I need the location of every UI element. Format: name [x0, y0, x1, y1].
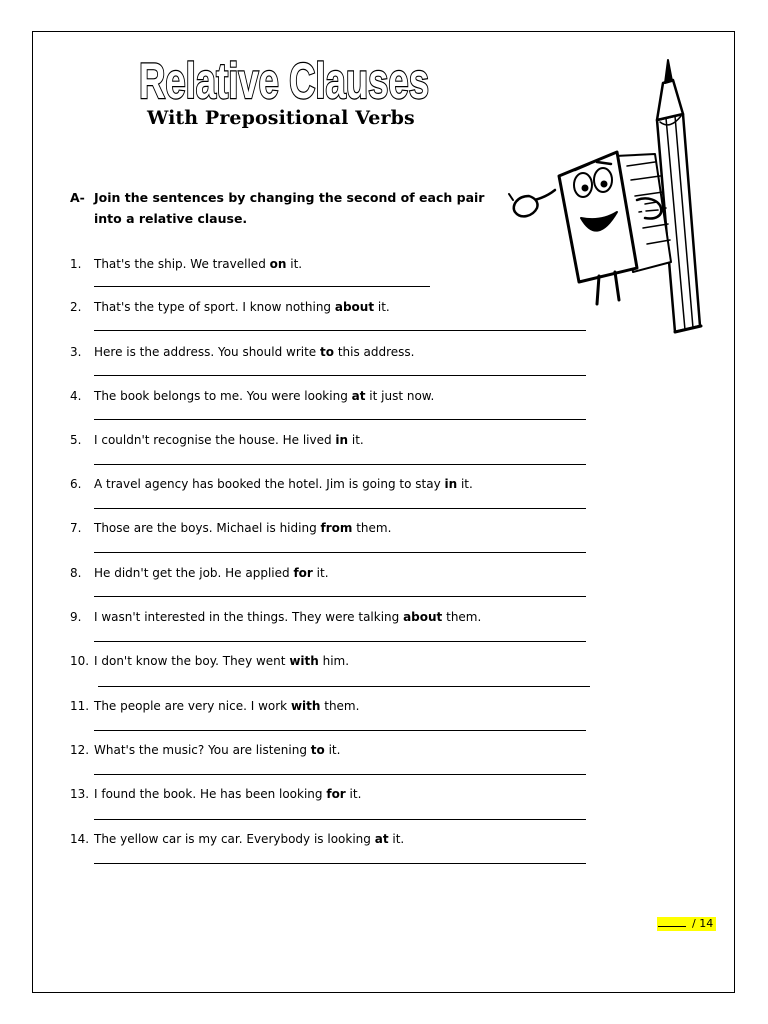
question-text-end: it. [324, 743, 341, 757]
score-blank[interactable] [658, 917, 686, 927]
question-text-end: them. [320, 699, 360, 713]
question-text: I don't know the boy. They went [94, 654, 290, 668]
exercise-instruction [70, 187, 484, 229]
answer-line[interactable] [94, 863, 586, 864]
worksheet-title [136, 48, 432, 108]
question-text-end: it. [457, 477, 473, 491]
answer-line[interactable] [94, 641, 586, 642]
question-text-end: it. [388, 832, 405, 846]
answer-line[interactable] [98, 686, 590, 687]
question-number: 4. [70, 389, 82, 403]
question-text: That's the type of sport. I know nothing [94, 300, 335, 314]
question-text: I wasn't interested in the things. They were talking [94, 610, 404, 624]
question-item [70, 432, 364, 448]
question-text-end: it. [312, 566, 329, 580]
answer-line[interactable] [94, 286, 430, 287]
question-text: He didn't get the job. He applied [94, 566, 294, 580]
question-preposition: from [320, 521, 353, 535]
question-item [70, 742, 340, 758]
question-number: 2. [70, 300, 82, 314]
question-number: 10. [70, 654, 90, 668]
question-text: I couldn't recognise the house. He lived [94, 433, 336, 447]
question-preposition: in [444, 477, 458, 491]
question-text: That's the ship. We travelled [94, 257, 270, 271]
question-item [70, 388, 434, 404]
question-number: 8. [70, 566, 82, 580]
question-preposition: to [310, 743, 325, 757]
question-number: 5. [70, 433, 82, 447]
exercise-label: A- [70, 190, 85, 205]
question-preposition: about [403, 610, 443, 624]
question-number: 13. [70, 787, 90, 801]
question-text-end: it. [374, 300, 390, 314]
question-item [70, 520, 391, 536]
question-preposition: at [351, 389, 366, 403]
question-preposition: with [290, 699, 321, 713]
instruction-line-1: Join the sentences by changing the second of each pair [94, 190, 485, 205]
answer-line[interactable] [94, 774, 586, 775]
question-text-end: it. [348, 433, 364, 447]
answer-line[interactable] [94, 819, 586, 820]
question-item [70, 609, 481, 625]
question-preposition: to [320, 345, 334, 359]
question-text: The book belongs to me. You were looking [94, 389, 352, 403]
question-preposition: about [334, 300, 375, 314]
question-number: 9. [70, 610, 82, 624]
question-item [70, 653, 349, 669]
question-text-end: it just now. [365, 389, 435, 403]
answer-line[interactable] [94, 730, 586, 731]
question-preposition: at [374, 832, 389, 846]
question-number: 6. [70, 477, 82, 491]
question-preposition: in [335, 433, 349, 447]
question-text: I found the book. He has been looking [94, 787, 327, 801]
question-number: 14. [70, 832, 90, 846]
question-number: 3. [70, 345, 82, 359]
answer-line[interactable] [94, 464, 586, 465]
question-number: 11. [70, 699, 90, 713]
book-pencil-illustration [505, 50, 710, 346]
question-item [70, 698, 359, 714]
question-item [70, 299, 390, 315]
question-text-end: it. [345, 787, 362, 801]
question-item [70, 256, 302, 272]
question-text: What's the music? You are listening [94, 743, 311, 757]
worksheet-title-text: Relative Clauses [139, 53, 429, 109]
question-text-end: them. [352, 521, 392, 535]
answer-line[interactable] [94, 508, 586, 509]
question-number: 12. [70, 743, 90, 757]
question-text-end: him. [318, 654, 350, 668]
pencil-icon [657, 60, 701, 332]
question-number: 1. [70, 257, 82, 271]
answer-line[interactable] [94, 552, 586, 553]
question-number: 7. [70, 521, 82, 535]
instruction-line-2: into a relative clause. [94, 211, 248, 226]
question-item [70, 831, 404, 847]
question-text: A travel agency has booked the hotel. Jim is going to stay [94, 477, 445, 491]
answer-line[interactable] [94, 419, 586, 420]
answer-line[interactable] [94, 330, 586, 331]
score-total: / 14 [692, 917, 714, 930]
question-preposition: on [269, 257, 287, 271]
question-text-end: it. [286, 257, 303, 271]
question-item [70, 344, 414, 360]
answer-line[interactable] [94, 596, 586, 597]
question-preposition: for [326, 787, 346, 801]
question-text: The yellow car is my car. Everybody is looking [94, 832, 375, 846]
question-item [70, 565, 329, 581]
worksheet-subtitle: With Prepositional Verbs [147, 107, 415, 129]
question-item [70, 476, 473, 492]
question-text: The people are very nice. I work [94, 699, 291, 713]
question-preposition: with [289, 654, 319, 668]
score-box [657, 917, 716, 931]
question-text: Here is the address. You should write [94, 345, 321, 359]
question-text-end: them. [442, 610, 482, 624]
answer-line[interactable] [94, 375, 586, 376]
question-preposition: for [293, 566, 313, 580]
question-text-end: this address. [334, 345, 415, 359]
question-text: Those are the boys. Michael is hiding [94, 521, 321, 535]
question-item [70, 786, 361, 802]
